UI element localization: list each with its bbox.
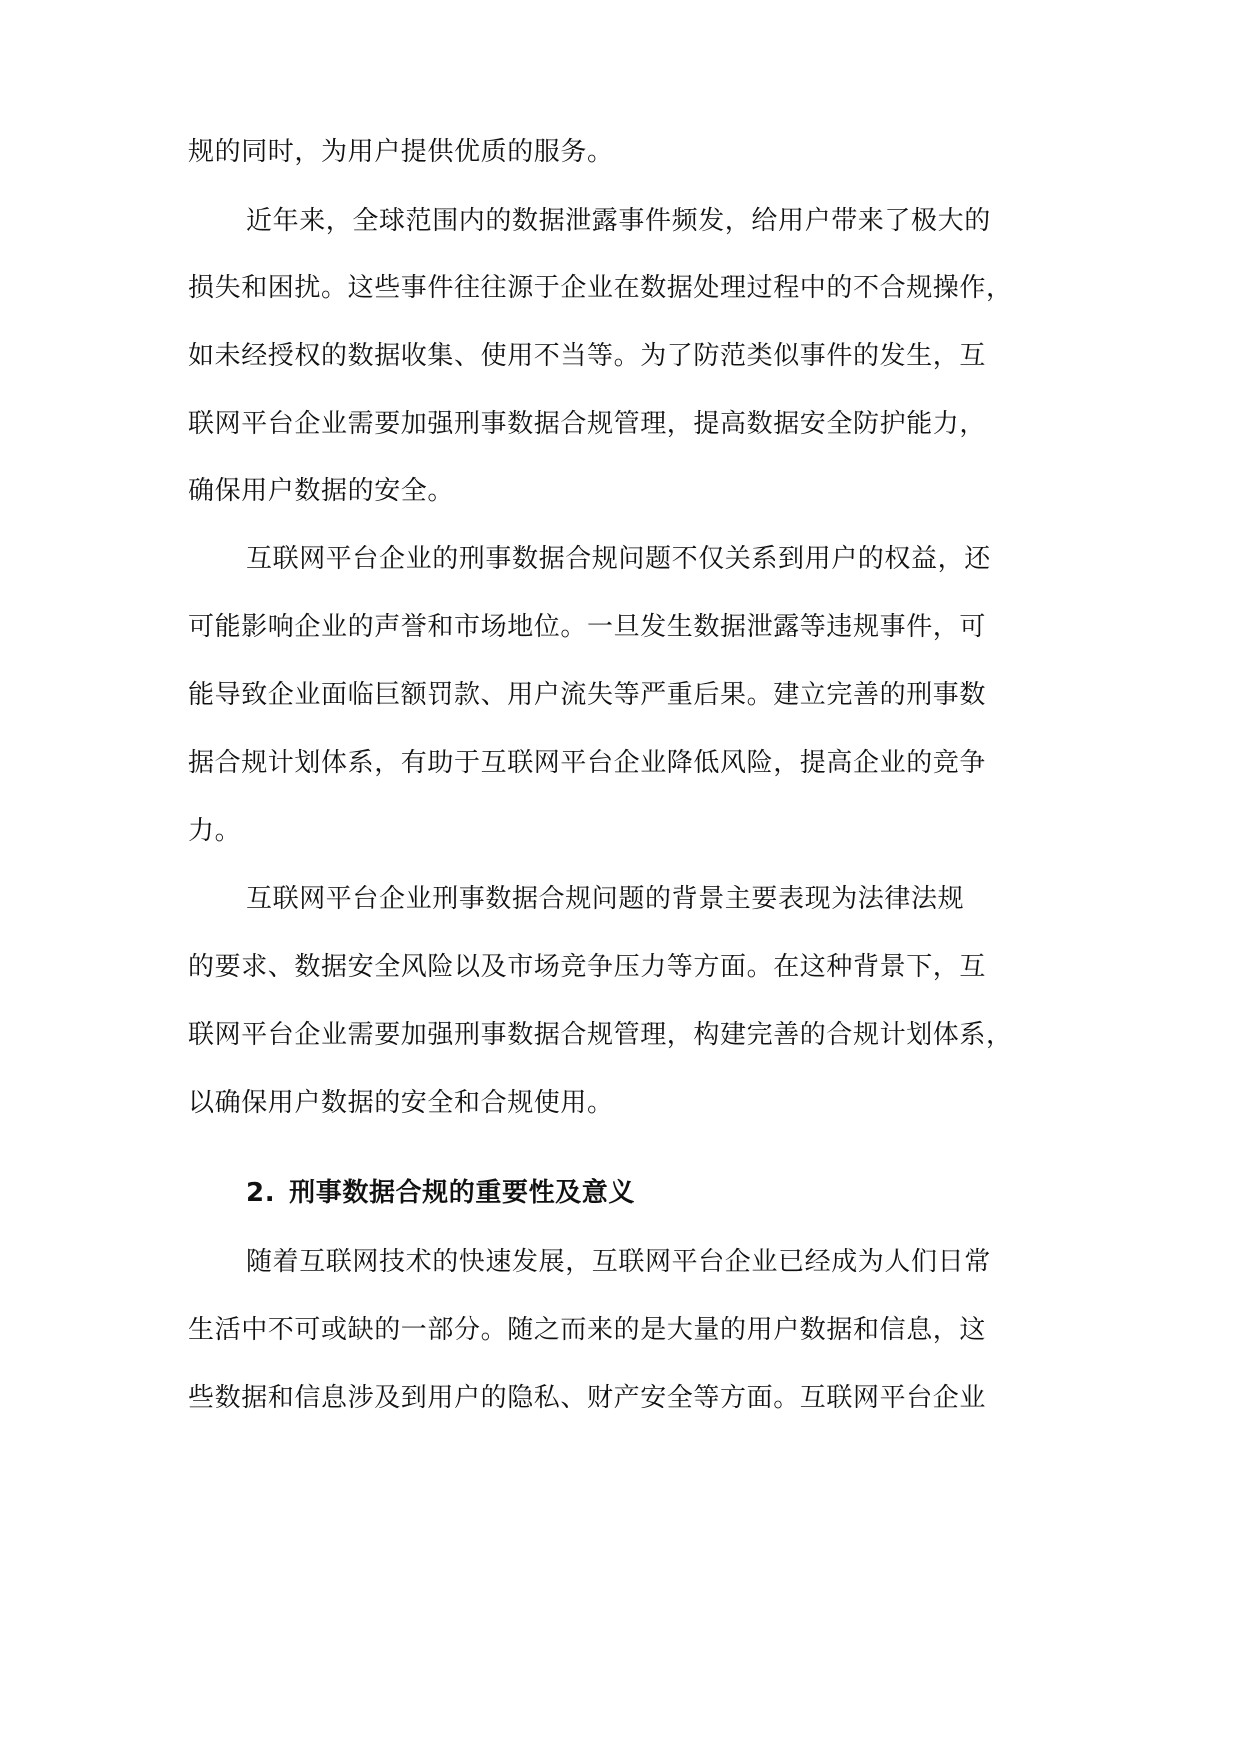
paragraph-line: 互联网平台企业的刑事数据合规问题不仅关系到用户的权益，还 <box>246 544 991 574</box>
paragraph-line: 损失和困扰。这些事件往往源于企业在数据处理过程中的不合规操作， <box>188 273 1013 303</box>
paragraph-line: 联网平台企业需要加强刑事数据合规管理，构建完善的合规计划体系， <box>188 1020 1013 1050</box>
section-number: 2. <box>246 1178 276 1208</box>
paragraph-line: 能导致企业面临巨额罚款、用户流失等严重后果。建立完善的刑事数 <box>188 680 987 710</box>
section-title: 刑事数据合规的重要性及意义 <box>289 1178 635 1208</box>
paragraph-line: 联网平台企业需要加强刑事数据合规管理，提高数据安全防护能力， <box>188 409 987 439</box>
paragraph-line: 随着互联网技术的快速发展，互联网平台企业已经成为人们日常 <box>246 1247 991 1277</box>
paragraph-line: 互联网平台企业刑事数据合规问题的背景主要表现为法律法规 <box>246 884 965 914</box>
paragraph-line: 近年来，全球范围内的数据泄露事件频发，给用户带来了极大的 <box>246 206 991 236</box>
paragraph-line: 如未经授权的数据收集、使用不当等。为了防范类似事件的发生，互 <box>188 341 987 371</box>
paragraph-line: 生活中不可或缺的一部分。随之而来的是大量的用户数据和信息，这 <box>188 1315 987 1345</box>
paragraph-line: 以确保用户数据的安全和合规使用。 <box>188 1088 614 1118</box>
paragraph-line: 规的同时，为用户提供优质的服务。 <box>188 137 614 167</box>
section-heading <box>246 1177 635 1209</box>
paragraph-line: 确保用户数据的安全。 <box>188 476 455 506</box>
paragraph-line: 可能影响企业的声誉和市场地位。一旦发生数据泄露等违规事件，可 <box>188 612 987 642</box>
paragraph-line: 的要求、数据安全风险以及市场竞争压力等方面。在这种背景下，互 <box>188 952 987 982</box>
paragraph-line: 据合规计划体系，有助于互联网平台企业降低风险，提高企业的竞争 <box>188 748 987 778</box>
paragraph-line: 力。 <box>188 816 242 846</box>
paragraph-line: 些数据和信息涉及到用户的隐私、财产安全等方面。互联网平台企业 <box>188 1383 987 1413</box>
